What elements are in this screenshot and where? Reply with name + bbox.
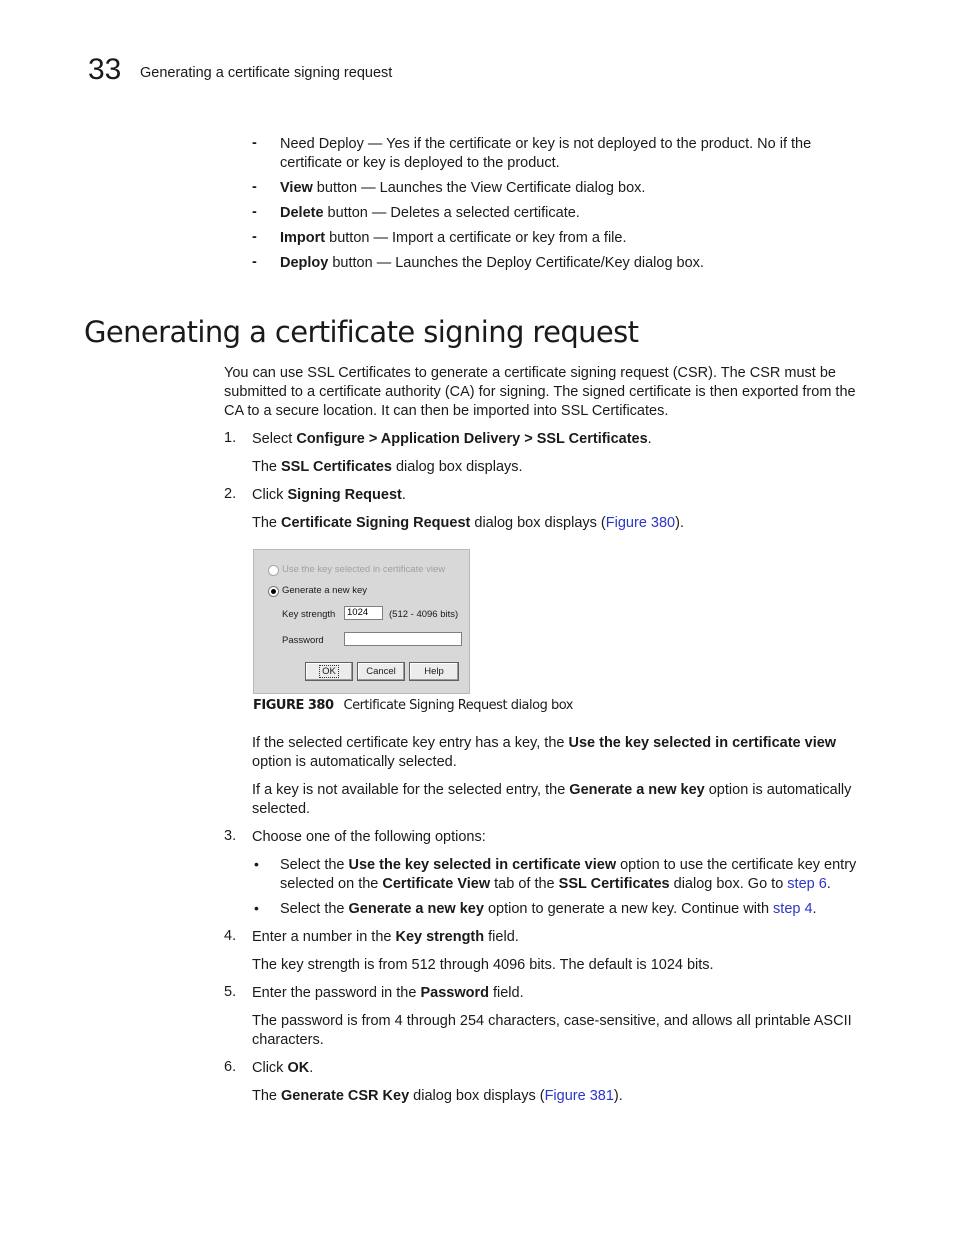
radio-generate-new-key[interactable] — [268, 586, 279, 597]
key-strength-input[interactable] — [344, 606, 383, 620]
key-strength-range: (512 - 4096 bits) — [389, 609, 459, 620]
option-2: Select the Generate a new key option to generate a new key. Continue with step 4. — [280, 901, 817, 917]
figure-caption: FIGURE 380 Certificate Signing Request dialog box — [253, 698, 573, 713]
bullet-dot: • — [254, 900, 259, 916]
section-heading: Generating a certificate signing request — [84, 315, 639, 349]
help-button[interactable]: Help — [409, 662, 459, 681]
step-number: 4. — [224, 928, 237, 944]
step-6: Click OK. — [252, 1060, 314, 1076]
step-4-note: The key strength is from 512 through 4096 bits. The default is 1024 bits. — [252, 957, 714, 973]
chapter-number: 33 — [88, 53, 122, 86]
figure-381-link[interactable]: Figure 381 — [544, 1088, 614, 1104]
key-strength-label: Key strength — [282, 609, 336, 620]
step-number: 6. — [224, 1059, 237, 1075]
step-5: Enter the password in the Password field. — [252, 985, 524, 1001]
step-4-link[interactable]: step 4 — [773, 901, 813, 917]
step-1: Select Configure > Application Delivery > SSL Certificates. — [252, 431, 652, 447]
bullet-dot: • — [254, 856, 259, 872]
step-5-note: The password is from 4 through 254 characters, case-sensitive, and allows all printable ASCII characters. — [252, 1013, 852, 1048]
option-1: Select the Use the key selected in certificate view option to use the certificate key entry selected on the Certificate View tab of the SSL Certificates dialog box. Go to step 6. — [280, 857, 857, 892]
intro-paragraph: You can use SSL Certificates to generate a certificate signing request (CSR). The CSR must be submitted to a certificate authority (CA) for signing. The signed certificate is then exported from the CA to a secure location. It can then be imported into SSL Certificates. — [224, 365, 856, 419]
step-number: 3. — [224, 828, 237, 844]
list-item-text: button — Launches the View Certificate dialog box. — [312, 180, 646, 196]
radio-use-existing-label: Use the key selected in certificate view — [282, 564, 446, 575]
step-3: Choose one of the following options: — [252, 829, 486, 845]
ok-button[interactable]: OK — [305, 662, 353, 681]
list-item-text: button — Deletes a selected certificate. — [323, 205, 580, 221]
after-figure-paragraph-2: If a key is not available for the selected entry, the Generate a new key option is automatically selected. — [252, 782, 852, 817]
list-item-text: button — Launches the Deploy Certificate/Key dialog box. — [328, 255, 704, 271]
figure-380-link[interactable]: Figure 380 — [605, 515, 676, 531]
step-number: 5. — [224, 984, 237, 1000]
step-6-note: The Generate CSR Key dialog box displays (Figure 381). — [252, 1088, 623, 1104]
cancel-button[interactable]: Cancel — [357, 662, 405, 681]
list-item-text: Need Deploy — Yes if the certificate or key is not deployed to the product. No if the certificate or key is deployed to the product. — [280, 136, 812, 171]
step-4: Enter a number in the Key strength field. — [252, 929, 519, 945]
step-2: Click Signing Request. — [252, 487, 406, 503]
list-item-text: button — Import a certificate or key from a file. — [325, 230, 627, 246]
password-label: Password — [282, 635, 324, 646]
step-number: 2. — [224, 486, 237, 502]
list-item-bold: Delete — [280, 205, 324, 221]
after-figure-paragraph-1: If the selected certificate key entry has a key, the Use the key selected in certificate view option is automatically selected. — [252, 735, 837, 770]
chapter-title: Generating a certificate signing request — [140, 65, 393, 81]
list-item-bold: Import — [280, 230, 326, 246]
password-input[interactable] — [344, 632, 462, 646]
step-2-note: The Certificate Signing Request dialog box displays (Figure 380). — [252, 515, 684, 531]
csr-dialog — [253, 549, 470, 694]
list-item-bold: Deploy — [280, 255, 329, 271]
step-1-note: The SSL Certificates dialog box displays. — [252, 459, 523, 475]
radio-use-existing-key[interactable] — [268, 565, 279, 576]
list-item-bold: View — [280, 180, 313, 196]
step-6-link[interactable]: step 6 — [787, 876, 827, 892]
step-number: 1. — [224, 430, 237, 446]
radio-generate-new-label: Generate a new key — [282, 585, 368, 596]
